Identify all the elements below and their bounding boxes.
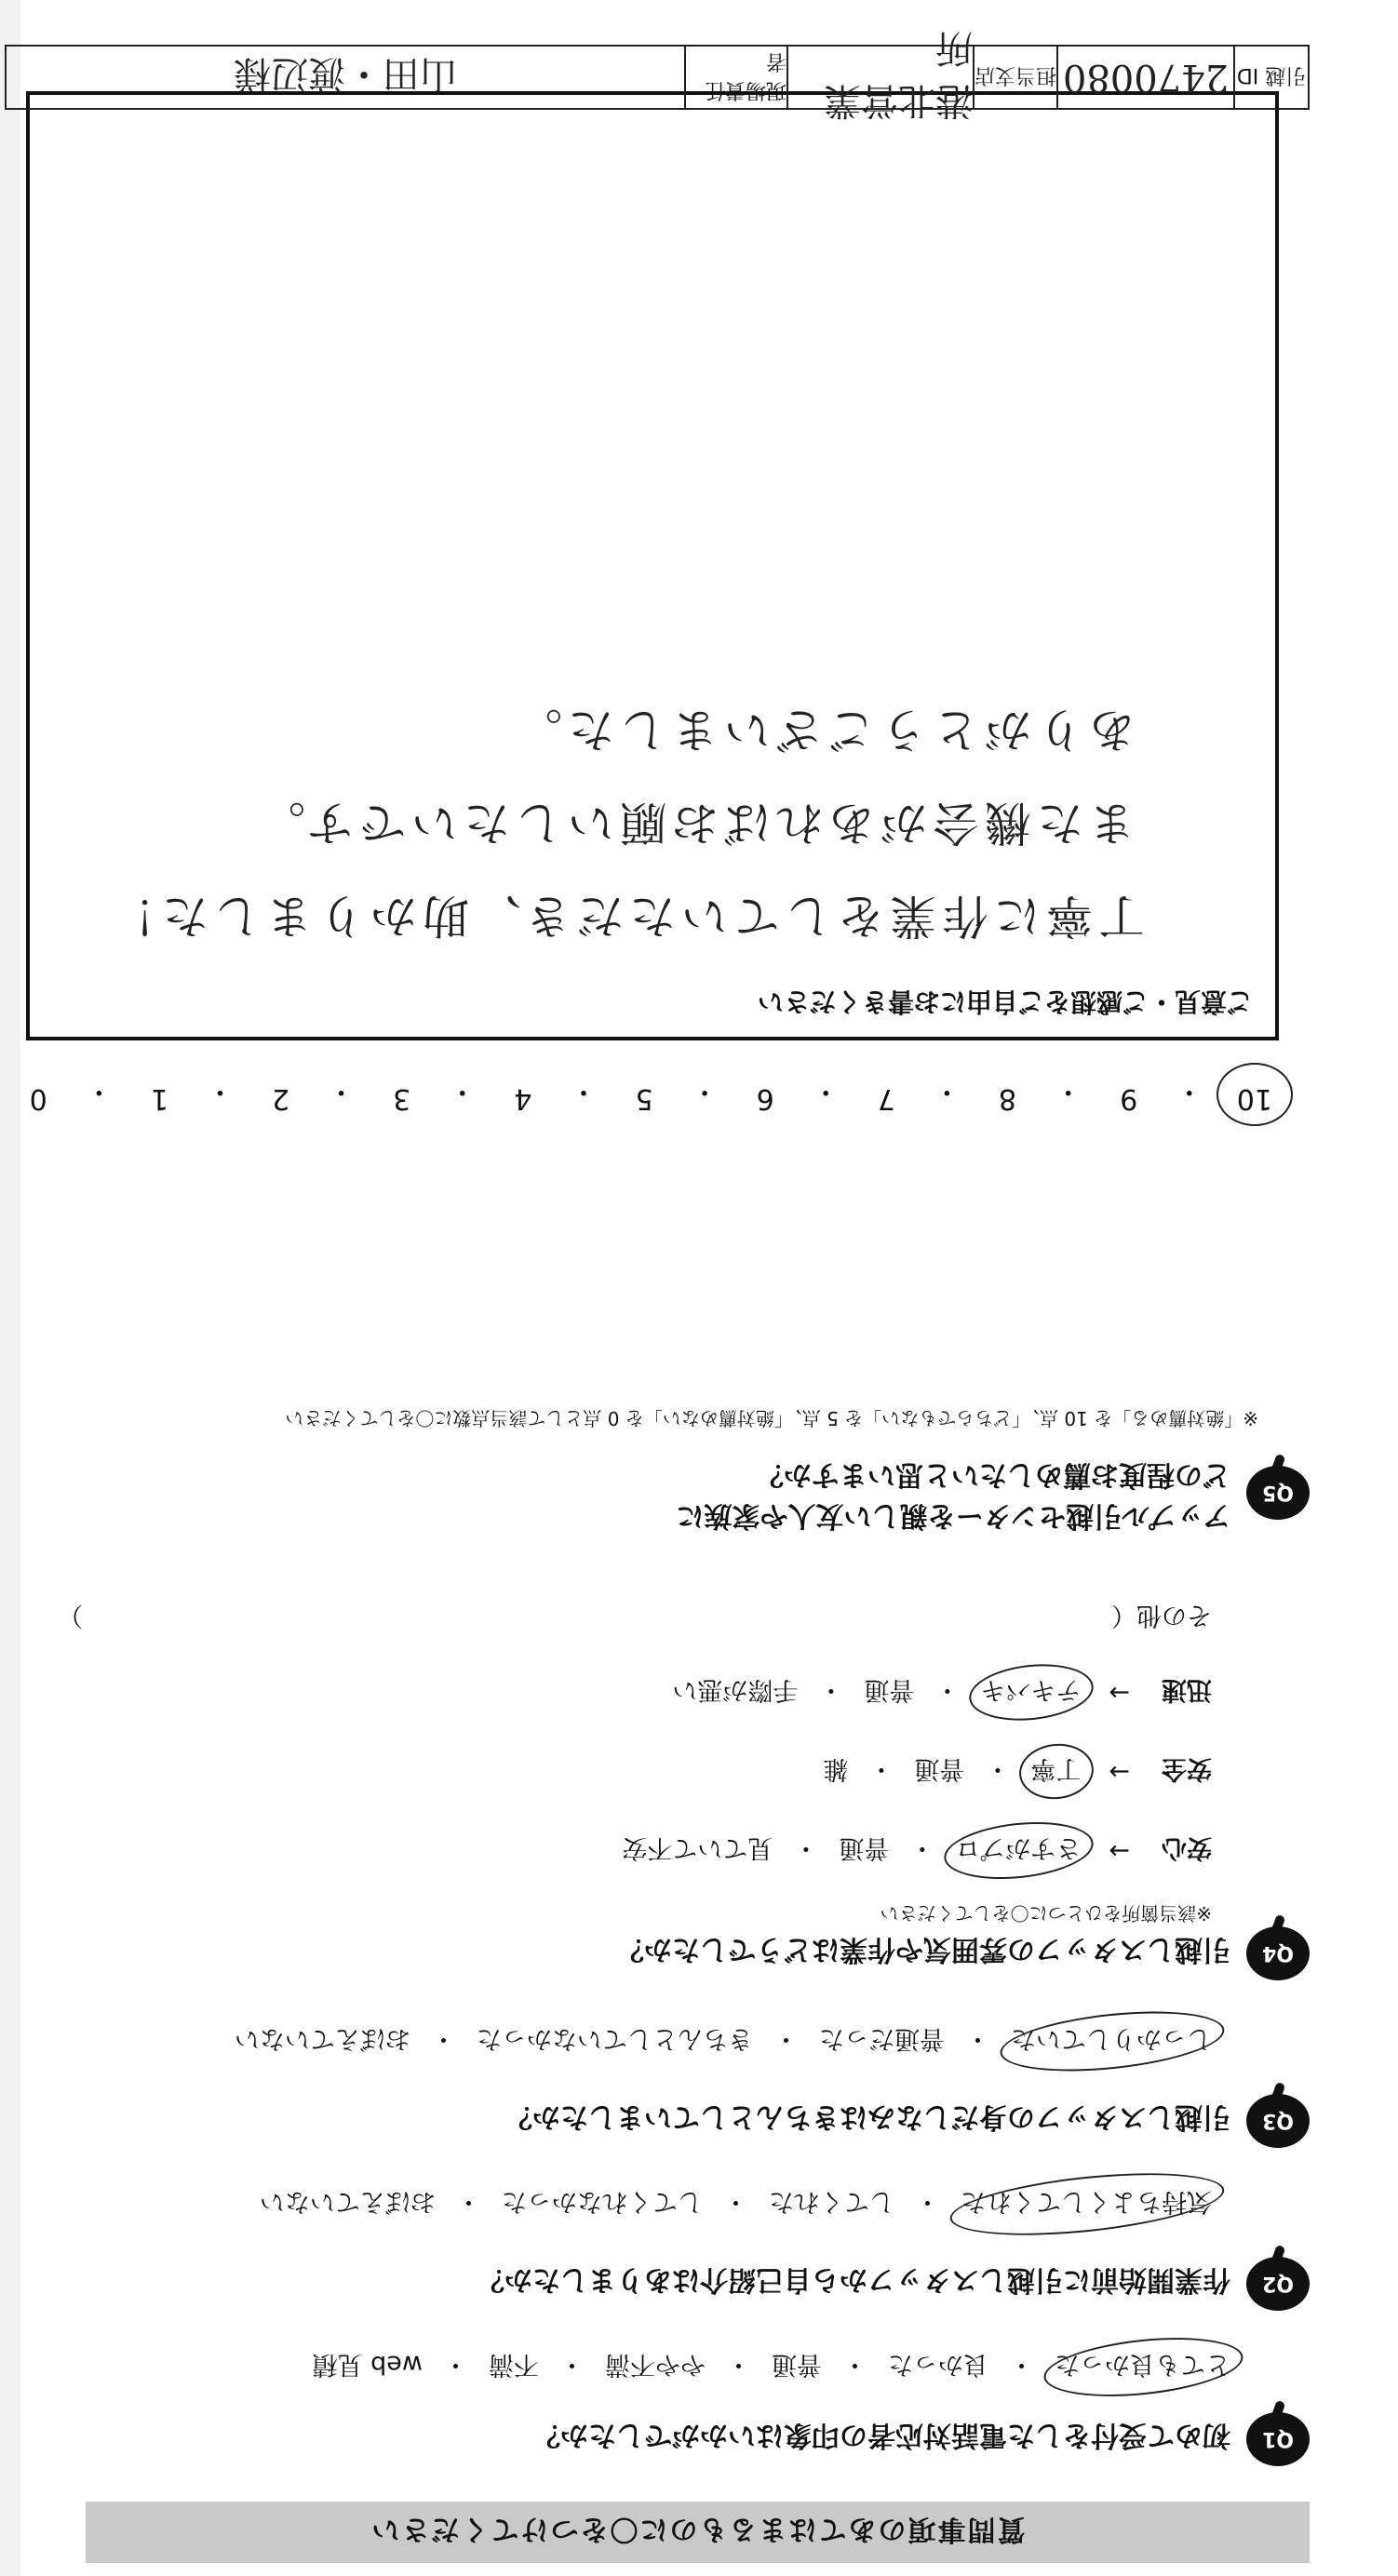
q4-badge: [1246, 1926, 1310, 1980]
q1-option-2[interactable]: 良かった: [888, 2350, 988, 2379]
q1-options: とても良かった ・ 良かった ・ 普通 ・ やや不満 ・ 不満 ・ web 見積: [313, 2349, 1230, 2385]
q2-option-2[interactable]: してくれた: [769, 2187, 894, 2216]
q3-options: しっかりしていた ・ 普通だった ・ きちんとしていなかった ・ おぼえていない: [235, 2023, 1212, 2059]
q5-badge: [1246, 1466, 1310, 1520]
q1-question: 初めて受付をした電話対応者の印象はいかがでしたか？: [532, 2419, 1230, 2451]
instruction-banner: [86, 2502, 1310, 2563]
score-1[interactable]: 1: [150, 1082, 168, 1115]
score-10[interactable]: 10: [1237, 1074, 1272, 1115]
q1-option-1[interactable]: とても良かった: [1055, 2349, 1230, 2385]
right-arrow-icon: →: [1109, 1678, 1130, 1707]
q4-other-close: ）: [58, 1601, 83, 1630]
id-label: 引越 ID: [1233, 47, 1308, 108]
q4-row-1-option-1[interactable]: さすがプロ: [955, 1832, 1081, 1869]
lead-value: 山田・渡辺様: [234, 52, 457, 96]
q4-row-3-option-3[interactable]: 手際が悪い: [672, 1675, 799, 1704]
q1-option-5[interactable]: 不満: [489, 2350, 539, 2379]
score-2[interactable]: 2: [272, 1082, 290, 1115]
comment-box[interactable]: [26, 91, 1279, 1040]
scan-edge: [0, 0, 20, 2576]
q2-badge-label: Q2: [1262, 2272, 1295, 2296]
q5-note: ※「絶対薦める」を 10 点、「どちらでもない」を 5 点、「絶対薦めない」を 0 点として該当点数に〇をしてください: [285, 1407, 1258, 1429]
q5-score-scale: 10 ・ 9 ・ 8 ・ 7 ・ 6 ・ 5 ・ 4 ・ 3 ・ 2 ・ 1 ・ 0: [25, 1074, 1272, 1115]
comment-title: ご意見・ご感想をご自由にお書きください: [757, 986, 1253, 1017]
comment-line-1: 丁寧に作業をしていただき、助かりました！: [104, 889, 1145, 943]
q3-option-3[interactable]: きちんとしていなかった: [477, 2024, 753, 2053]
q4-row-anshin: 安心 → さすがプロ ・ 普通 ・ 見ていて不安: [622, 1832, 1212, 1869]
q1-badge: [1246, 2412, 1310, 2466]
q4-badge-label: Q4: [1262, 1941, 1295, 1966]
branch-label: 担当支店: [973, 47, 1056, 108]
q1-option-4[interactable]: やや不満: [605, 2350, 706, 2379]
q4-row-1-option-2[interactable]: 普通: [839, 1833, 890, 1862]
q4-row-jinsoku: 迅速 → テキパキ ・ 普通 ・ 手際が悪い: [672, 1674, 1212, 1711]
q4-row-2-label: 安全: [1162, 1754, 1212, 1783]
score-3[interactable]: 3: [393, 1082, 411, 1115]
q3-badge: [1246, 2094, 1310, 2148]
right-arrow-icon: →: [1109, 1836, 1130, 1865]
q4-row-2-option-3[interactable]: 雑: [823, 1754, 849, 1783]
q4-other-label: その他（: [1111, 1601, 1212, 1630]
score-8[interactable]: 8: [998, 1082, 1017, 1115]
score-6[interactable]: 6: [756, 1082, 774, 1115]
q5-question-line-2: どの程度お薦めしたいと思いますか？: [756, 1458, 1230, 1491]
score-0[interactable]: 0: [29, 1082, 47, 1115]
right-arrow-icon: →: [1109, 1757, 1130, 1786]
comment-line-2: また機会があればお願いしたいです。: [253, 796, 1136, 850]
q2-question: 作業開始前に引越しスタッフから自己紹介はありましたか？: [477, 2263, 1230, 2296]
q3-option-4[interactable]: おぼえていない: [235, 2024, 410, 2053]
q2-options: 気持ちよくしてくれた ・ してくれた ・ してくれなかった ・ おぼえていない: [260, 2186, 1212, 2222]
lead-label: 現場責任者: [684, 47, 786, 108]
score-5[interactable]: 5: [635, 1082, 653, 1115]
q2-option-1[interactable]: 気持ちよくしてくれた: [961, 2186, 1212, 2222]
id-value: 2470080: [1056, 47, 1233, 108]
q4-row-1-label: 安心: [1162, 1833, 1212, 1862]
q4-question: 引越しスタッフの雰囲気や作業はどうでしたか？: [616, 1933, 1230, 1966]
q4-row-3-option-2[interactable]: 普通: [864, 1675, 915, 1704]
q2-badge: [1246, 2257, 1310, 2311]
q1-option-3[interactable]: 普通: [772, 2350, 822, 2379]
score-9[interactable]: 9: [1120, 1082, 1138, 1115]
banner-text: 質問事項のあてはまるものに〇をつけてください: [370, 2513, 1026, 2545]
q5-badge-label: Q5: [1262, 1481, 1295, 1505]
score-7[interactable]: 7: [877, 1082, 895, 1115]
q4-row-2-option-1[interactable]: 丁寧: [1030, 1753, 1081, 1790]
q2-option-4[interactable]: おぼえていない: [260, 2187, 436, 2216]
q4-row-anzen: 安全 → 丁寧 ・ 普通 ・ 雑: [823, 1753, 1212, 1790]
q4-note: ※該当箇所をひとつに〇をしてください: [880, 1902, 1212, 1925]
q4-row-2-option-2[interactable]: 普通: [914, 1754, 965, 1783]
score-4[interactable]: 4: [514, 1082, 532, 1115]
q4-other: [58, 1600, 1212, 1636]
q4-row-3-option-1[interactable]: テキパキ: [980, 1674, 1081, 1711]
q3-badge-label: Q3: [1262, 2109, 1295, 2133]
q5-question-line-1: アップル引越センターを親しい友人や家族に: [676, 1499, 1230, 1532]
q4-row-1-option-3[interactable]: 見ていて不安: [622, 1833, 773, 1862]
branch-value: 港北営業所: [786, 47, 973, 108]
comment-line-3: ありがとうございました。: [510, 703, 1136, 757]
q2-option-3[interactable]: してくれなかった: [502, 2187, 703, 2216]
q1-badge-label: Q1: [1262, 2427, 1295, 2451]
q1-option-6[interactable]: web 見積: [312, 2350, 423, 2379]
q4-row-3-label: 迅速: [1162, 1675, 1212, 1704]
q3-question: 引越しスタッフの身だしなみはきちんとしていましたか？: [504, 2100, 1230, 2133]
id-table: [5, 26, 1310, 122]
q3-option-2[interactable]: 普通だった: [819, 2024, 945, 2053]
q3-option-1[interactable]: しっかりしていた: [1011, 2023, 1212, 2059]
